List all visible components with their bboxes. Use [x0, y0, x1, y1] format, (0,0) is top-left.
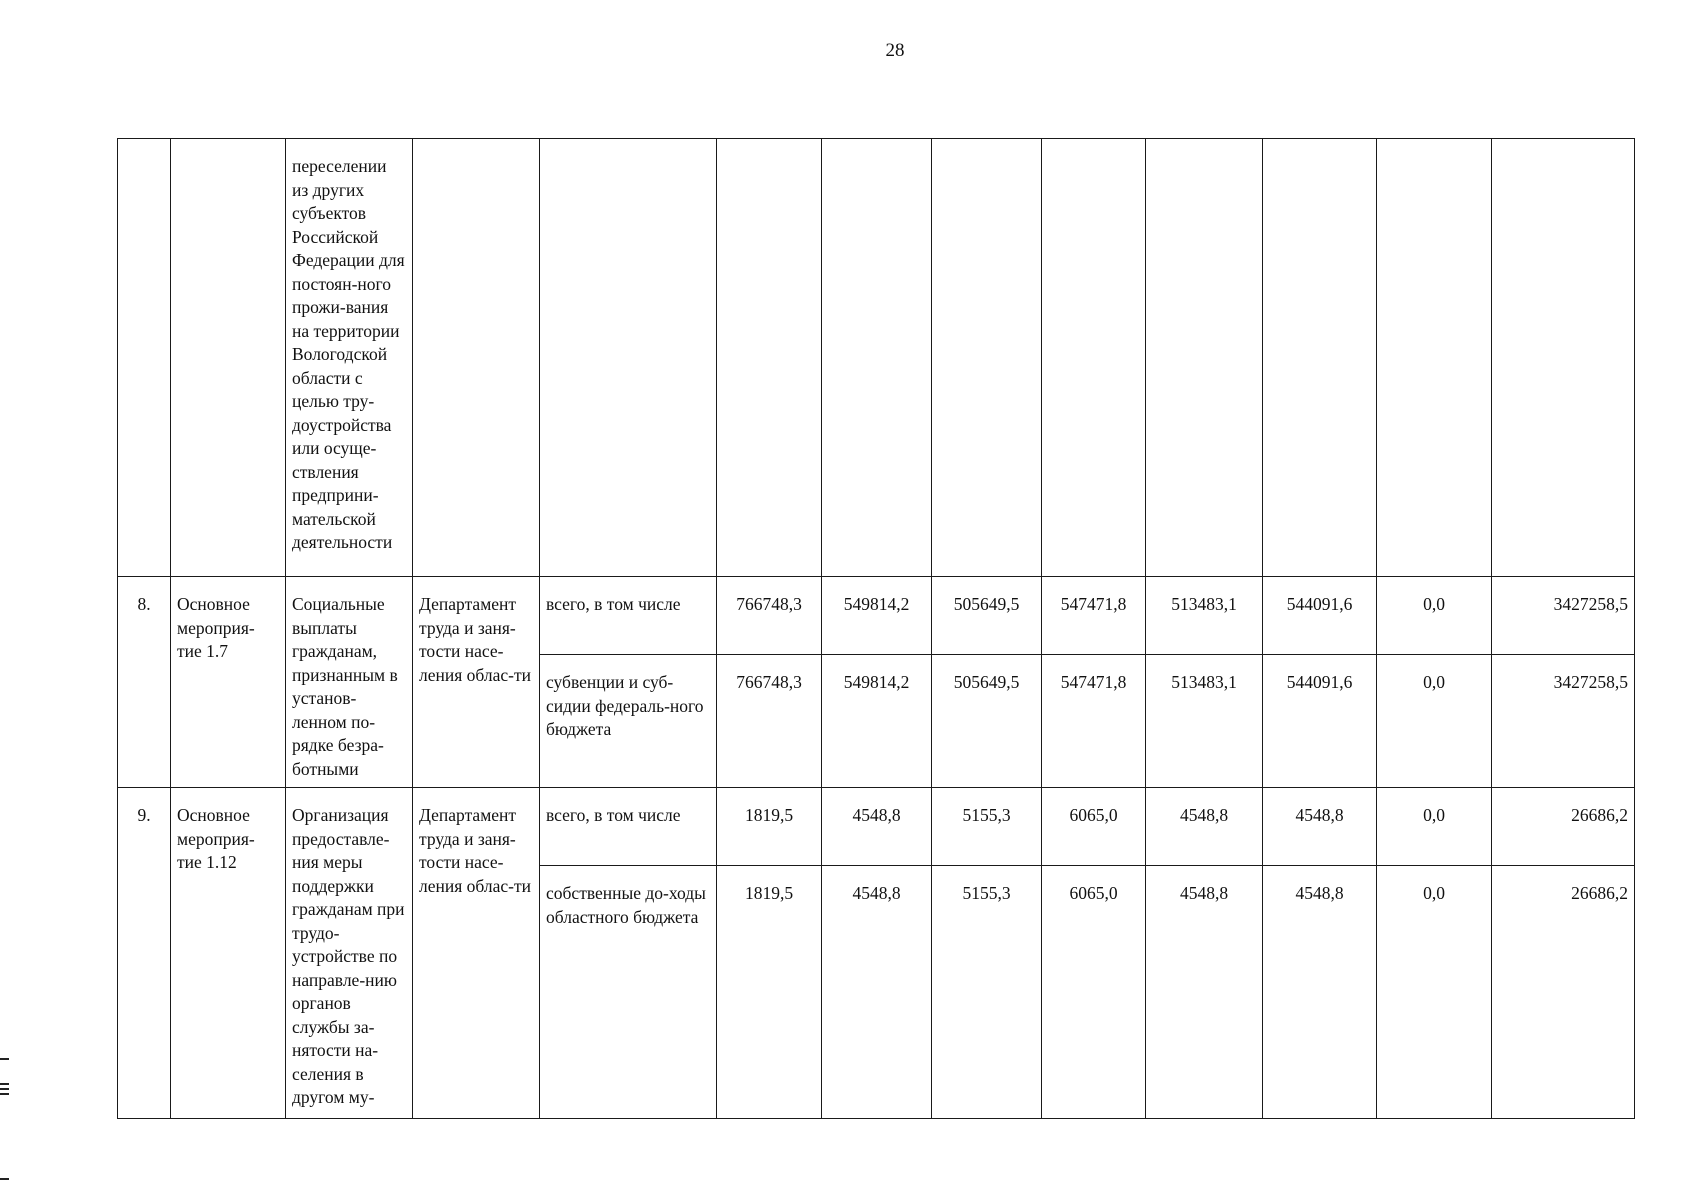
value-cell: 0,0 — [1377, 866, 1492, 1119]
funding-source: собственные до-ходы областного бюджета — [540, 866, 717, 1119]
value-cell-total: 26686,2 — [1492, 788, 1635, 866]
scan-margin-mark — [0, 1083, 9, 1085]
row-index: 8. — [118, 577, 171, 788]
funding-source: субвенции и суб-сидии федераль-ного бюджета — [540, 655, 717, 788]
value-cell — [1377, 139, 1492, 577]
value-cell: 544091,6 — [1263, 655, 1377, 788]
scan-margin-mark — [0, 1178, 9, 1180]
value-cell: 4548,8 — [822, 866, 932, 1119]
value-cell: 766748,3 — [717, 577, 822, 655]
value-cell: 0,0 — [1377, 655, 1492, 788]
event-description: Социальные выплаты гражданам, признанным в установ-ленном по-рядке безра-ботными — [286, 577, 413, 788]
scan-margin-mark — [0, 1088, 9, 1090]
value-cell-total: 3427258,5 — [1492, 577, 1635, 655]
value-cell: 5155,3 — [932, 866, 1042, 1119]
event-cell — [171, 139, 286, 577]
value-cell-total: 3427258,5 — [1492, 655, 1635, 788]
index-cell — [118, 139, 171, 577]
value-cell: 1819,5 — [717, 866, 822, 1119]
event-description: Организация предоставле-ния меры поддержки гражданам при трудо-устройстве по направле-нию органов службы за-нятости на-селения в другом му- — [286, 788, 413, 1119]
table-row-8-total — [118, 577, 1635, 655]
value-cell: 513483,1 — [1146, 655, 1263, 788]
value-cell: 0,0 — [1377, 788, 1492, 866]
event-name: Основное мероприя-тие 1.7 — [171, 577, 286, 788]
value-cell: 4548,8 — [1263, 866, 1377, 1119]
table-row-continuation — [118, 139, 1635, 577]
executor: Департамент труда и заня-тости насе-ления облас-ти — [413, 577, 540, 788]
value-cell: 547471,8 — [1042, 655, 1146, 788]
value-cell — [1042, 139, 1146, 577]
value-cell: 4548,8 — [822, 788, 932, 866]
value-cell: 505649,5 — [932, 577, 1042, 655]
executor: Департамент труда и заня-тости насе-ления облас-ти — [413, 788, 540, 1119]
value-cell — [717, 139, 822, 577]
value-cell-total: 26686,2 — [1492, 866, 1635, 1119]
value-cell: 766748,3 — [717, 655, 822, 788]
funding-source: всего, в том числе — [540, 577, 717, 655]
value-cell: 505649,5 — [932, 655, 1042, 788]
value-cell — [1492, 139, 1635, 577]
funding-source: всего, в том числе — [540, 788, 717, 866]
value-cell: 5155,3 — [932, 788, 1042, 866]
value-cell — [822, 139, 932, 577]
value-cell — [1263, 139, 1377, 577]
value-cell: 4548,8 — [1263, 788, 1377, 866]
value-cell — [1146, 139, 1263, 577]
value-cell: 549814,2 — [822, 577, 932, 655]
value-cell: 549814,2 — [822, 655, 932, 788]
value-cell: 547471,8 — [1042, 577, 1146, 655]
value-cell: 6065,0 — [1042, 866, 1146, 1119]
value-cell: 6065,0 — [1042, 788, 1146, 866]
row-index: 9. — [118, 788, 171, 1119]
scan-margin-mark — [0, 1093, 9, 1095]
scan-margin-mark — [0, 1058, 9, 1060]
description-cell: переселении из других субъектов Российской Федерации для постоян-ного прожи-вания на территории Вологодской области с целью тру-доустройства или осуще-ствления предприни-мательской деятельности — [286, 139, 413, 577]
table-row-9-total — [118, 788, 1635, 866]
value-cell: 4548,8 — [1146, 788, 1263, 866]
value-cell: 4548,8 — [1146, 866, 1263, 1119]
event-name: Основное мероприя-тие 1.12 — [171, 788, 286, 1119]
value-cell: 1819,5 — [717, 788, 822, 866]
value-cell: 544091,6 — [1263, 577, 1377, 655]
value-cell: 513483,1 — [1146, 577, 1263, 655]
value-cell: 0,0 — [1377, 577, 1492, 655]
funding-source-cell — [540, 139, 717, 577]
page-number: 28 — [885, 40, 905, 61]
budget-table — [117, 138, 1635, 1119]
executor-cell — [413, 139, 540, 577]
value-cell — [932, 139, 1042, 577]
